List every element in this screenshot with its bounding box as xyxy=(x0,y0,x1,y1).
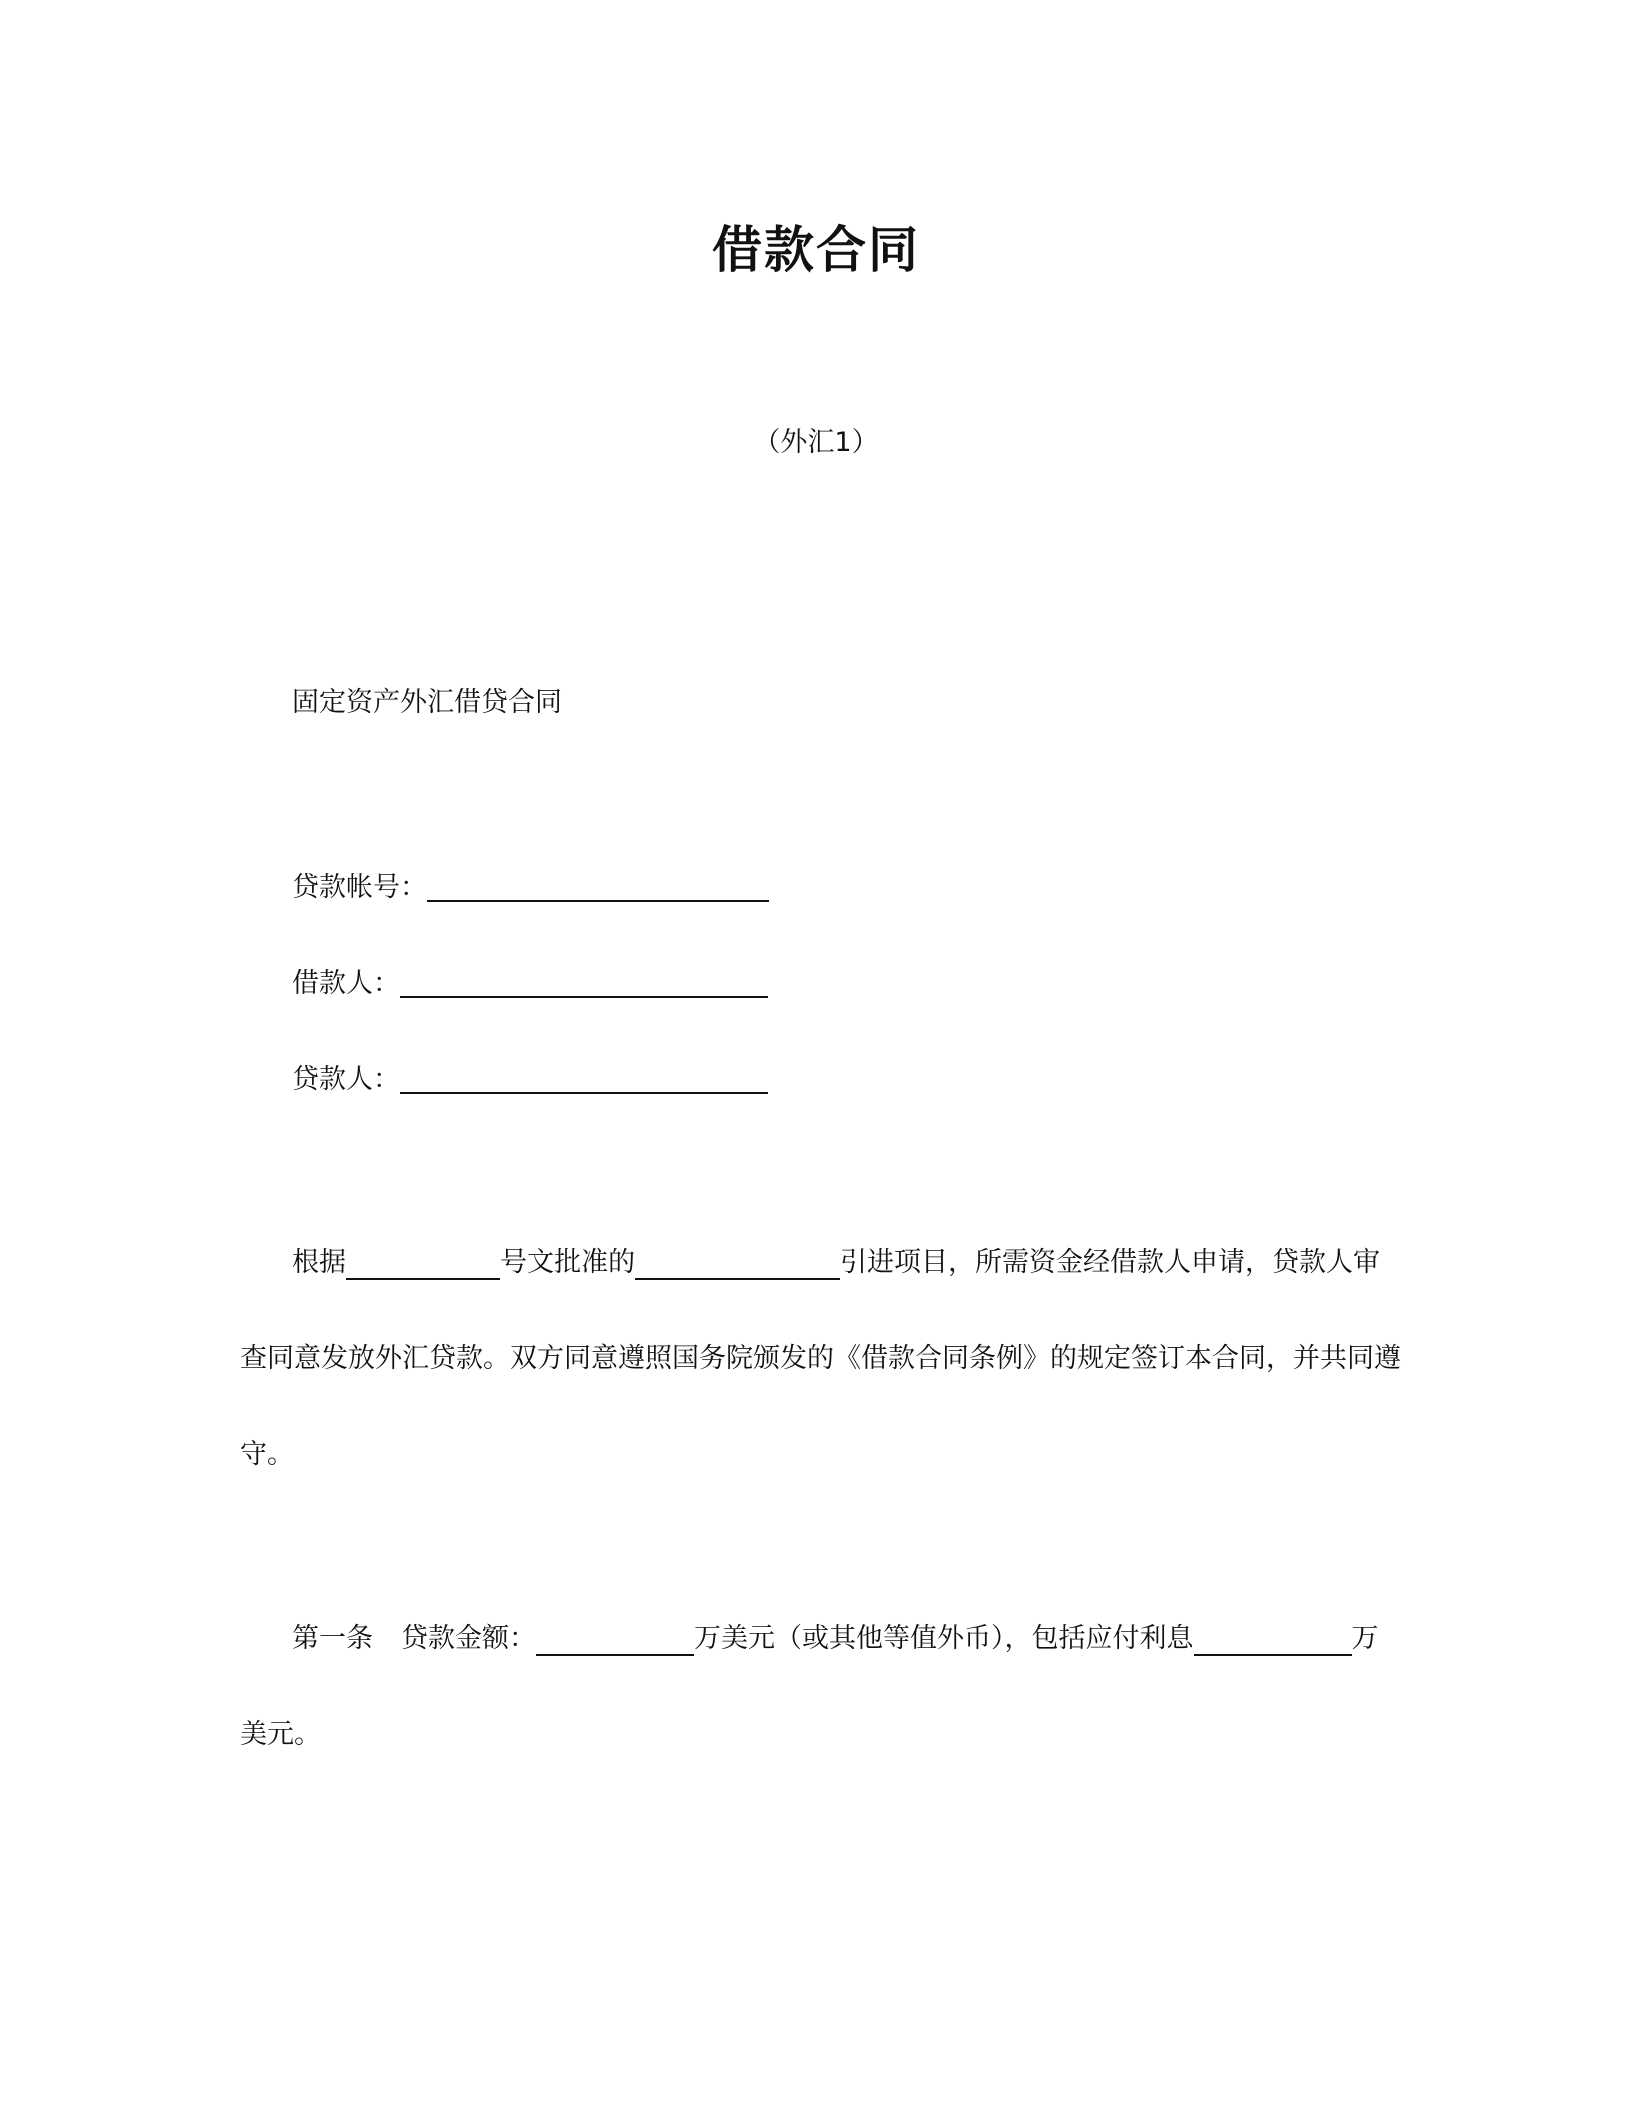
loan-account-blank[interactable] xyxy=(427,870,769,902)
article1-number: 第一条 xyxy=(292,1623,373,1654)
article1-text-a: 万美元（或其他等值外币），包括应付利息 xyxy=(694,1623,1194,1654)
document-number-blank[interactable] xyxy=(346,1248,500,1280)
article1-text-line2: 美元。 xyxy=(240,1719,321,1750)
paragraph1-line1 xyxy=(292,1246,1380,1280)
article1-line1 xyxy=(292,1622,1380,1656)
paragraph1-text-line3: 守。 xyxy=(240,1439,294,1470)
loan-account-field xyxy=(292,870,769,905)
borrower-label: 借款人： xyxy=(292,968,400,999)
borrower-blank[interactable] xyxy=(400,966,768,998)
article1-label: 贷款金额： xyxy=(401,1623,536,1654)
document-title: 借款合同 xyxy=(712,221,920,279)
paragraph1-text-line2: 查同意发放外汇贷款。双方同意遵照国务院颁发的《借款合同条例》的规定签订本合同，并共同遵 xyxy=(240,1343,1401,1374)
loan-account-label: 贷款帐号： xyxy=(292,872,427,903)
paragraph1-text-b: 号文批准的 xyxy=(500,1247,636,1278)
article1-line2 xyxy=(240,1718,1380,1752)
document-subtitle: （外汇1） xyxy=(753,427,879,458)
borrower-field xyxy=(292,966,768,1001)
lender-blank[interactable] xyxy=(400,1062,768,1094)
loan-amount-blank[interactable] xyxy=(536,1624,694,1656)
paragraph1-line3 xyxy=(240,1438,1380,1472)
paragraph1-text-a: 根据 xyxy=(292,1247,346,1278)
article1-text-b: 万 xyxy=(1351,1623,1379,1654)
paragraph1-text-c: 引进项目，所需资金经借款人申请，贷款人审 xyxy=(840,1247,1380,1278)
project-name-blank[interactable] xyxy=(635,1248,840,1280)
lender-label: 贷款人： xyxy=(292,1064,400,1095)
lender-field xyxy=(292,1062,768,1097)
contract-heading: 固定资产外汇借贷合同 xyxy=(292,687,562,718)
paragraph1-line2 xyxy=(240,1342,1401,1376)
interest-amount-blank[interactable] xyxy=(1194,1624,1352,1656)
